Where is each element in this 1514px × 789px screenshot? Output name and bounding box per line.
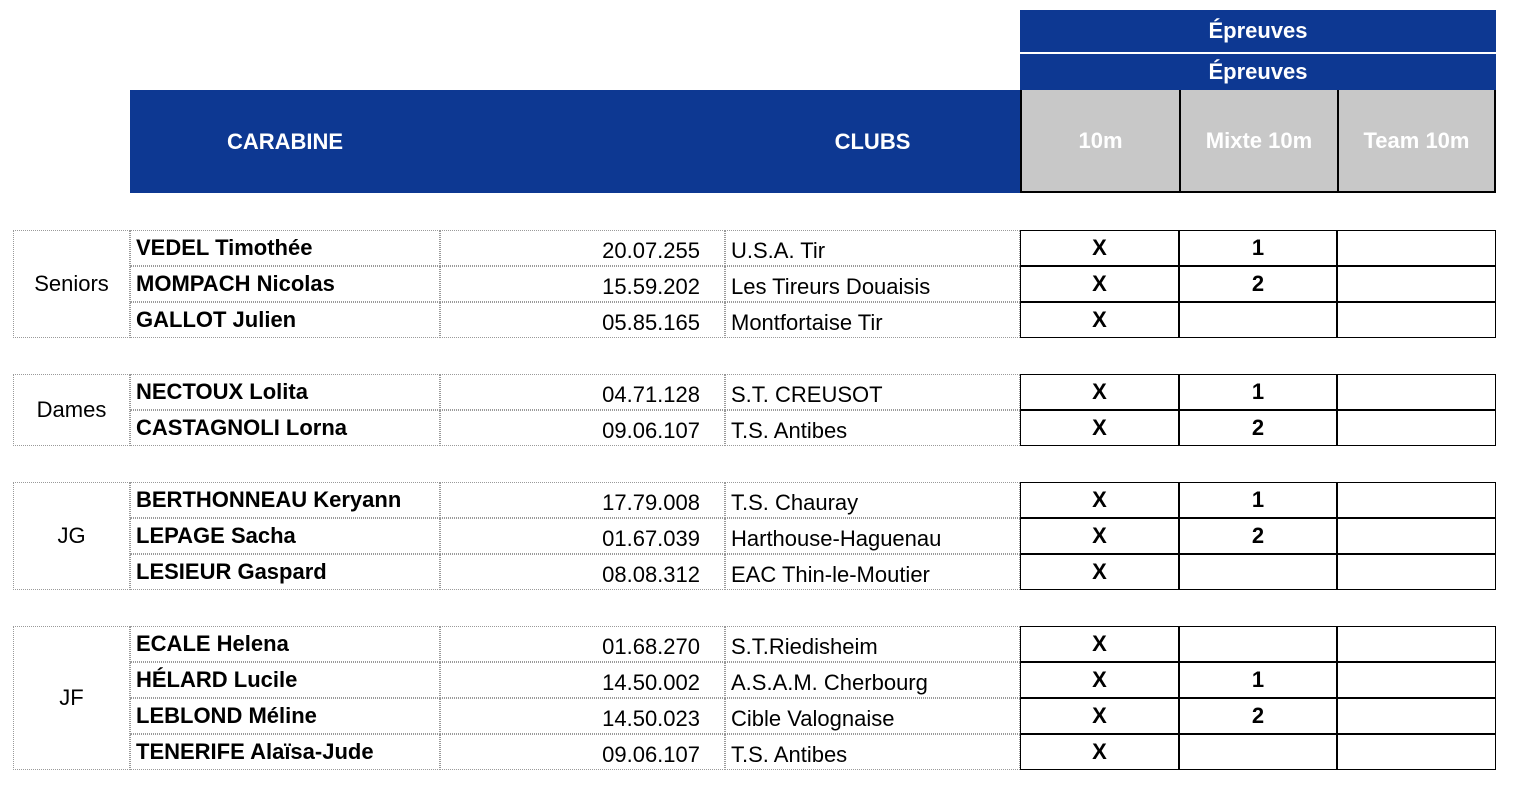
event-header-mixte-10m: Mixte 10m [1179, 90, 1337, 193]
athlete-name: MOMPACH Nicolas [130, 266, 440, 302]
event-team-mark [1337, 266, 1496, 302]
event-10m-mark: X [1020, 266, 1179, 302]
event-mixte-mark [1179, 626, 1337, 662]
epreuves-header-top: Épreuves [1020, 10, 1496, 54]
license-number: 01.68.270 [440, 626, 725, 662]
event-team-mark [1337, 662, 1496, 698]
club-name: T.S. Chauray [725, 482, 1020, 518]
athlete-name: BERTHONNEAU Keryann [130, 482, 440, 518]
category-label: Dames [13, 374, 130, 446]
event-mixte-mark: 1 [1179, 374, 1337, 410]
athlete-name: LEBLOND Méline [130, 698, 440, 734]
event-mixte-mark: 2 [1179, 518, 1337, 554]
license-number: 17.79.008 [440, 482, 725, 518]
event-mixte-mark [1179, 734, 1337, 770]
clubs-header: CLUBS [725, 90, 1020, 193]
license-number: 09.06.107 [440, 410, 725, 446]
license-number: 01.67.039 [440, 518, 725, 554]
event-mixte-mark: 2 [1179, 698, 1337, 734]
event-header-team-10m: Team 10m [1337, 90, 1496, 193]
event-team-mark [1337, 374, 1496, 410]
event-mixte-mark: 1 [1179, 482, 1337, 518]
club-name: Harthouse-Haguenau [725, 518, 1020, 554]
event-team-mark [1337, 302, 1496, 338]
event-header-10m: 10m [1020, 90, 1179, 193]
club-name: T.S. Antibes [725, 734, 1020, 770]
event-team-mark [1337, 626, 1496, 662]
license-number: 04.71.128 [440, 374, 725, 410]
event-10m-mark: X [1020, 698, 1179, 734]
event-team-mark [1337, 482, 1496, 518]
athlete-name: LESIEUR Gaspard [130, 554, 440, 590]
athlete-name: HÉLARD Lucile [130, 662, 440, 698]
license-number: 15.59.202 [440, 266, 725, 302]
event-10m-mark: X [1020, 374, 1179, 410]
event-10m-mark: X [1020, 662, 1179, 698]
event-10m-mark: X [1020, 410, 1179, 446]
athlete-name: VEDEL Timothée [130, 230, 440, 266]
license-number: 05.85.165 [440, 302, 725, 338]
event-mixte-mark [1179, 554, 1337, 590]
license-number: 20.07.255 [440, 230, 725, 266]
event-team-mark [1337, 698, 1496, 734]
license-number: 09.06.107 [440, 734, 725, 770]
category-label: JF [13, 626, 130, 770]
event-mixte-mark: 1 [1179, 230, 1337, 266]
event-mixte-mark: 2 [1179, 410, 1337, 446]
club-name: Les Tireurs Douaisis [725, 266, 1020, 302]
event-team-mark [1337, 734, 1496, 770]
athlete-name: ECALE Helena [130, 626, 440, 662]
club-name: A.S.A.M. Cherbourg [725, 662, 1020, 698]
event-team-mark [1337, 230, 1496, 266]
event-mixte-mark: 1 [1179, 662, 1337, 698]
event-10m-mark: X [1020, 302, 1179, 338]
event-10m-mark: X [1020, 230, 1179, 266]
discipline-header: CARABINE [130, 90, 440, 193]
athlete-name: LEPAGE Sacha [130, 518, 440, 554]
event-team-mark [1337, 410, 1496, 446]
club-name: T.S. Antibes [725, 410, 1020, 446]
license-number: 14.50.002 [440, 662, 725, 698]
club-name: U.S.A. Tir [725, 230, 1020, 266]
club-name: S.T.Riedisheim [725, 626, 1020, 662]
club-name: S.T. CREUSOT [725, 374, 1020, 410]
license-number: 14.50.023 [440, 698, 725, 734]
club-name: Montfortaise Tir [725, 302, 1020, 338]
athlete-name: GALLOT Julien [130, 302, 440, 338]
club-name: Cible Valognaise [725, 698, 1020, 734]
license-number: 08.08.312 [440, 554, 725, 590]
epreuves-header-sub: Épreuves [1020, 54, 1496, 90]
event-team-mark [1337, 518, 1496, 554]
athlete-name: TENERIFE Alaïsa-Jude [130, 734, 440, 770]
event-team-mark [1337, 554, 1496, 590]
event-10m-mark: X [1020, 626, 1179, 662]
club-name: EAC Thin-le-Moutier [725, 554, 1020, 590]
event-10m-mark: X [1020, 554, 1179, 590]
event-10m-mark: X [1020, 518, 1179, 554]
athlete-name: CASTAGNOLI Lorna [130, 410, 440, 446]
event-10m-mark: X [1020, 734, 1179, 770]
category-label: Seniors [13, 230, 130, 338]
athlete-name: NECTOUX Lolita [130, 374, 440, 410]
event-mixte-mark [1179, 302, 1337, 338]
event-10m-mark: X [1020, 482, 1179, 518]
category-label: JG [13, 482, 130, 590]
event-mixte-mark: 2 [1179, 266, 1337, 302]
